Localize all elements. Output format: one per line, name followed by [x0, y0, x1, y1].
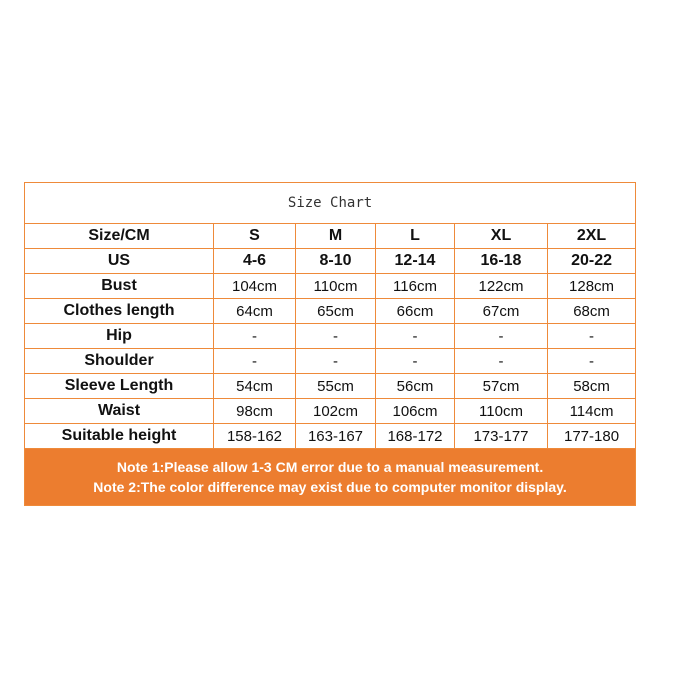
title-row: [25, 183, 636, 224]
row-label: Suitable height: [25, 424, 214, 449]
measurement-cell: 168-172: [376, 424, 455, 449]
measurement-cell: 12-14: [376, 249, 455, 274]
measurement-cell: 173-177: [455, 424, 548, 449]
size-header-label: Size/CM: [25, 224, 214, 249]
measurement-cell: 55cm: [296, 374, 376, 399]
measurement-cell: 54cm: [214, 374, 296, 399]
measurement-cell: -: [376, 349, 455, 374]
measurement-cell: 65cm: [296, 299, 376, 324]
measurement-cell: -: [214, 349, 296, 374]
measurement-cell: 8-10: [296, 249, 376, 274]
measurement-cell: 116cm: [376, 274, 455, 299]
measurement-row: [25, 349, 636, 374]
size-header-cell: L: [376, 224, 455, 249]
measurement-cell: 158-162: [214, 424, 296, 449]
measurement-cell: 98cm: [214, 399, 296, 424]
note-2: Note 2:The color difference may exist due to computer monitor display.: [93, 479, 567, 495]
measurement-cell: 102cm: [296, 399, 376, 424]
measurement-cell: 16-18: [455, 249, 548, 274]
size-header-cell: XL: [455, 224, 548, 249]
measurement-row: [25, 374, 636, 399]
notes-box: [25, 449, 636, 506]
measurement-cell: 114cm: [548, 399, 636, 424]
size-header-row: [25, 224, 636, 249]
measurement-cell: -: [455, 349, 548, 374]
measurement-cell: 128cm: [548, 274, 636, 299]
measurement-cell: -: [296, 349, 376, 374]
measurement-row: [25, 299, 636, 324]
row-label: Shoulder: [25, 349, 214, 374]
measurement-cell: -: [455, 324, 548, 349]
measurement-cell: 58cm: [548, 374, 636, 399]
measurement-cell: 66cm: [376, 299, 455, 324]
size-header-cell: 2XL: [548, 224, 636, 249]
measurement-cell: -: [376, 324, 455, 349]
row-label: Waist: [25, 399, 214, 424]
measurement-cell: 163-167: [296, 424, 376, 449]
note-1: Note 1:Please allow 1-3 CM error due to a manual measurement.: [116, 459, 544, 475]
size-chart: [24, 182, 635, 506]
row-label: Hip: [25, 324, 214, 349]
measurement-cell: 56cm: [376, 374, 455, 399]
measurement-cell: -: [548, 349, 636, 374]
measurement-row: [25, 399, 636, 424]
measurement-cell: 57cm: [455, 374, 548, 399]
size-header-cell: S: [214, 224, 296, 249]
measurement-cell: 20-22: [548, 249, 636, 274]
measurement-cell: 104cm: [214, 274, 296, 299]
measurement-cell: 67cm: [455, 299, 548, 324]
row-label: Sleeve Length: [25, 374, 214, 399]
measurement-cell: 110cm: [296, 274, 376, 299]
measurement-cell: 177-180: [548, 424, 636, 449]
chart-title: Size Chart: [25, 183, 636, 224]
measurement-row: [25, 249, 636, 274]
notes-row: [25, 449, 636, 506]
measurement-cell: -: [214, 324, 296, 349]
measurement-cell: -: [296, 324, 376, 349]
measurement-row: [25, 324, 636, 349]
size-header-cell: M: [296, 224, 376, 249]
measurement-row: [25, 424, 636, 449]
row-label: Bust: [25, 274, 214, 299]
row-label: Clothes length: [25, 299, 214, 324]
measurement-cell: 64cm: [214, 299, 296, 324]
size-chart-table: [24, 182, 636, 506]
measurement-cell: 122cm: [455, 274, 548, 299]
measurement-cell: 68cm: [548, 299, 636, 324]
measurement-cell: 106cm: [376, 399, 455, 424]
measurement-row: [25, 274, 636, 299]
row-label: US: [25, 249, 214, 274]
measurement-cell: -: [548, 324, 636, 349]
measurement-cell: 110cm: [455, 399, 548, 424]
measurement-cell: 4-6: [214, 249, 296, 274]
